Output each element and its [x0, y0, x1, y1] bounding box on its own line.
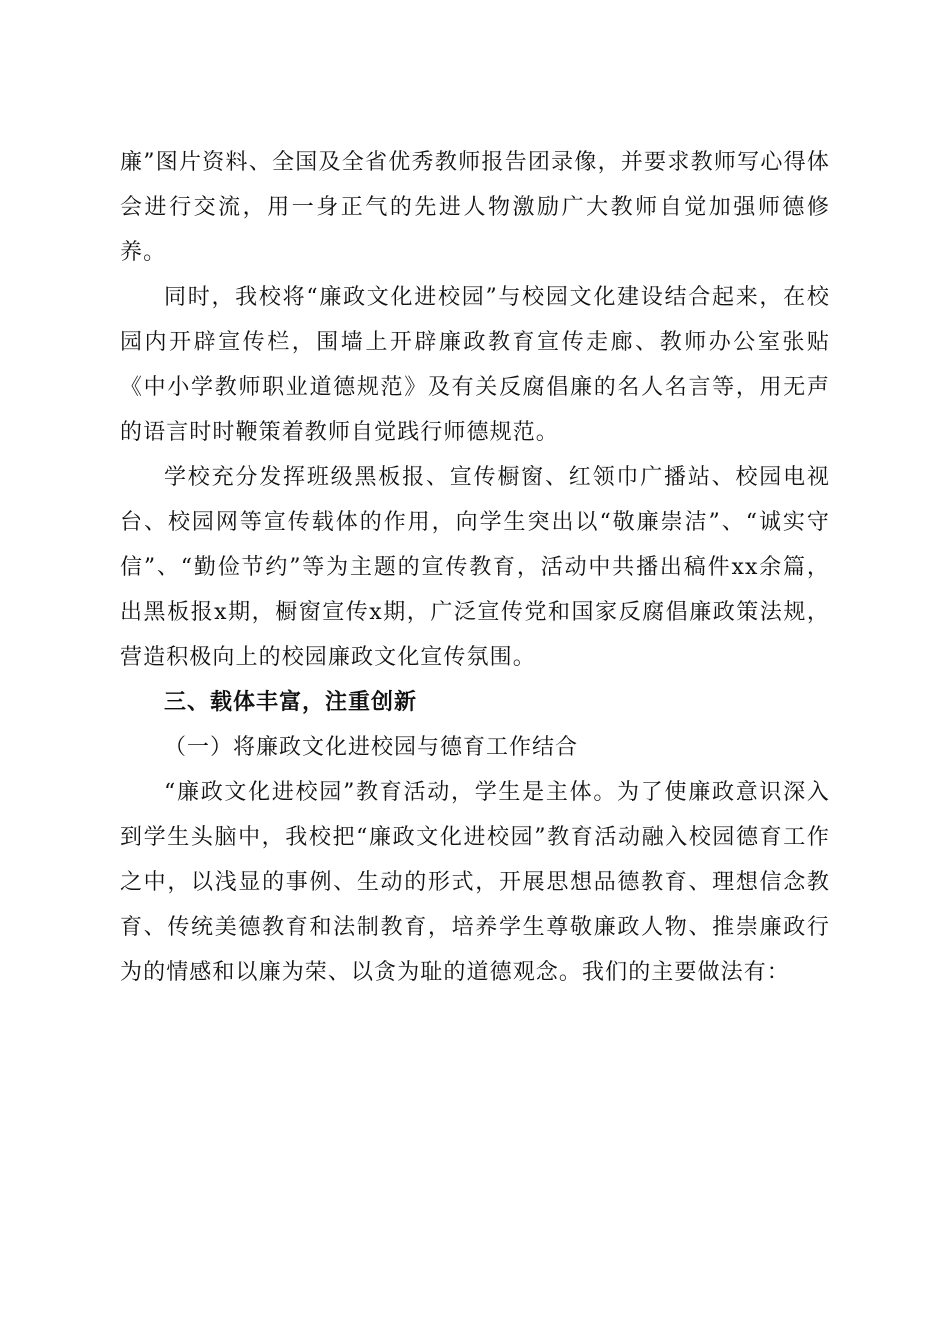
subsection-heading: （一）将廉政文化进校园与德育工作结合	[164, 735, 579, 760]
paragraph-continuation: 廉”图片资料、全国及全省优秀教师报告团录像，并要求教师写心得体会进行交流，用一身正气的先进人物激励广大教师自觉加强师德修养。	[120, 150, 830, 265]
document-body	[120, 140, 830, 995]
paragraph-campus-culture: 同时，我校将“廉政文化进校园”与校园文化建设结合起来，在校园内开辟宣传栏，围墙上开辟廉政教育宣传走廊、教师办公室张贴《中小学教师职业道德规范》及有关反腐倡廉的名人名言等，用无声的语言时时鞭策着教师自觉践行师德规范。	[120, 285, 830, 445]
paragraph-publicity-carriers: 学校充分发挥班级黑板报、宣传橱窗、红领巾广播站、校园电视台、校园网等宣传载体的作用，向学生突出以“敬廉崇洁”、“诚实守信”、“勤俭节约”等为主题的宣传教育，活动中共播出稿件xx余篇，出黑板报x期，橱窗宣传x期，广泛宣传党和国家反腐倡廉政策法规，营造积极向上的校园廉政文化宣传氛围。	[120, 465, 830, 670]
paragraph-moral-education: “廉政文化进校园”教育活动，学生是主体。为了使廉政意识深入到学生头脑中，我校把“廉政文化进校园”教育活动融入校园德育工作之中，以浅显的事例、生动的形式，开展思想品德教育、理想信念教育、传统美德教育和法制教育，培养学生尊敬廉政人物、推崇廉政行为的情感和以廉为荣、以贪为耻的道德观念。我们的主要做法有：	[120, 780, 830, 985]
section-heading: 三、载体丰富，注重创新	[164, 690, 418, 715]
